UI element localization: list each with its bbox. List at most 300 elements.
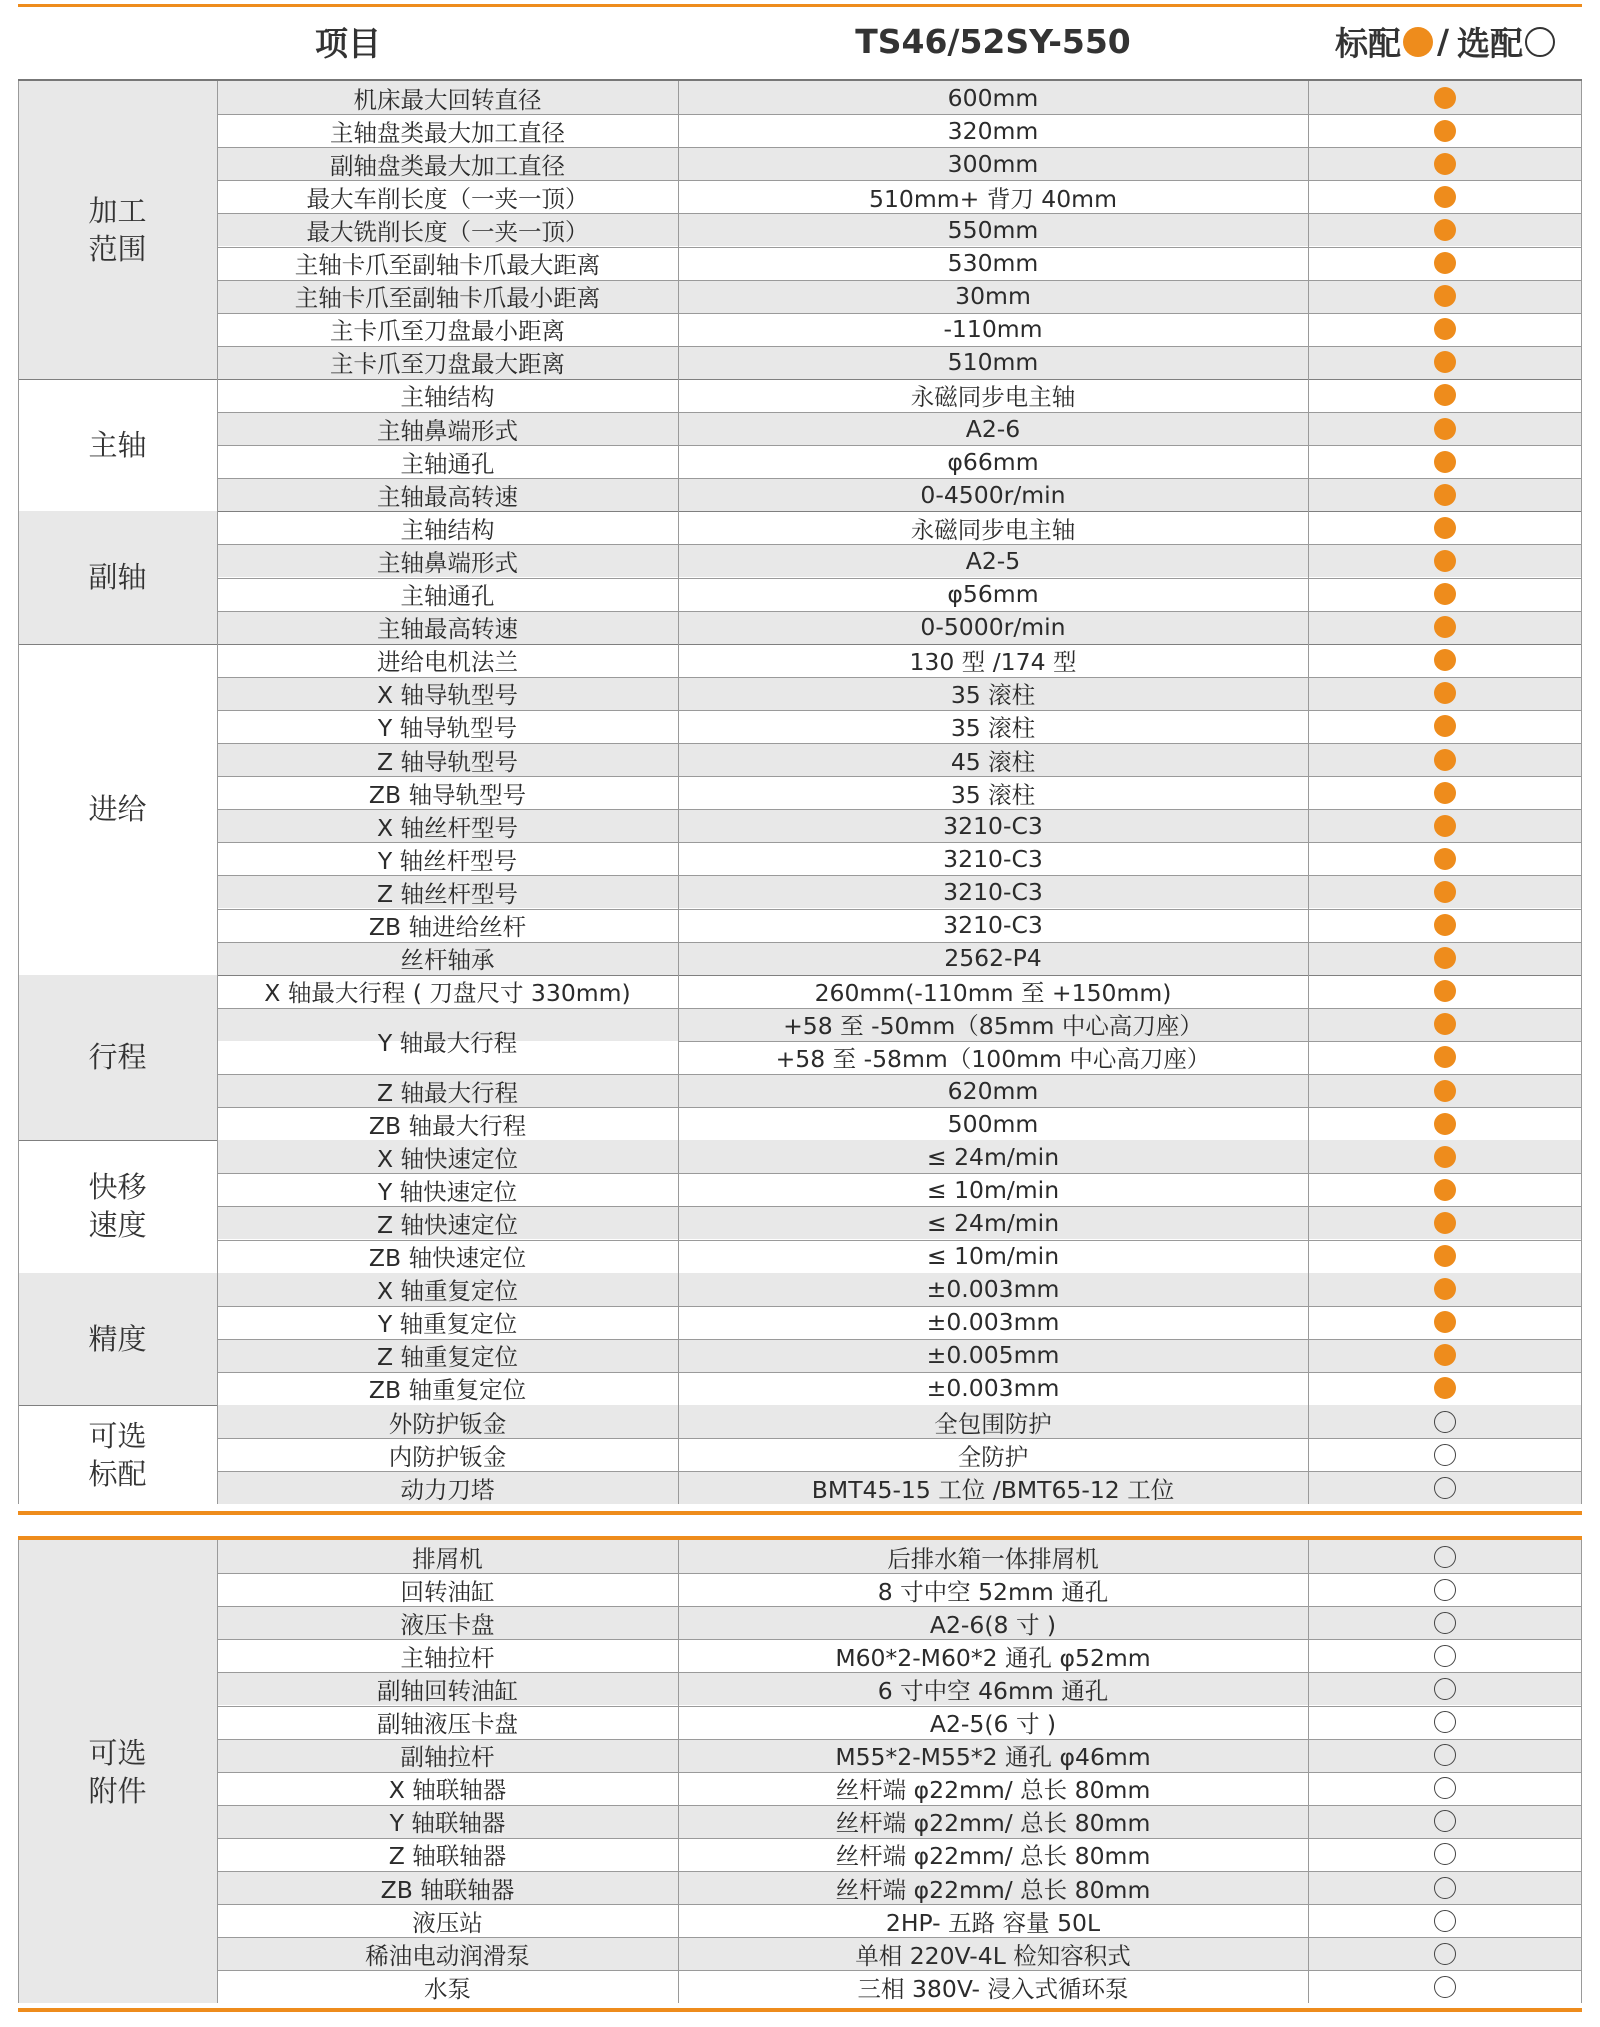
spec-item: Y 轴快速定位 — [377, 1177, 518, 1206]
mark-cell — [1308, 1372, 1582, 1405]
spec-item: ZB 轴重复定位 — [368, 1376, 527, 1405]
mark-cell — [1308, 1339, 1582, 1372]
spec-item: Y 轴导轨型号 — [377, 714, 518, 743]
spec-value: φ66mm — [947, 447, 1039, 476]
spec-item: 排屑机 — [412, 1544, 483, 1573]
mark-cell — [1308, 247, 1582, 280]
column-divider — [1308, 81, 1309, 1504]
spec-item: 主轴卡爪至副轴卡爪最小距离 — [294, 284, 601, 313]
spec-value: 永磁同步电主轴 — [910, 515, 1076, 544]
mark-cell — [1308, 677, 1582, 710]
spec-value: +58 至 -58mm（100mm 中心高刀座） — [775, 1045, 1211, 1074]
spec-value: +58 至 -50mm（85mm 中心高刀座） — [783, 1012, 1203, 1041]
spec-item: 回转油缸 — [400, 1577, 495, 1606]
spec-value: 0-4500r/min — [920, 480, 1066, 509]
spec-value: 三相 380V- 浸入式循环泵 — [857, 1974, 1129, 2003]
optional-circle-icon — [1434, 1546, 1456, 1568]
spec-value: BMT45-15 工位 /BMT65-12 工位 — [811, 1475, 1175, 1504]
category-cell: 可选 标配 — [88, 1418, 147, 1491]
mark-cell — [1308, 842, 1582, 875]
standard-dot-icon — [1434, 351, 1456, 373]
row-divider — [217, 544, 1582, 545]
spec-value: 30mm — [955, 282, 1031, 311]
standard-dot-icon — [1434, 318, 1456, 340]
mark-cell — [1308, 1970, 1582, 2003]
spec-item: 进给电机法兰 — [377, 648, 518, 677]
spec-item: 主轴通孔 — [400, 582, 495, 611]
row-divider — [217, 1706, 1582, 1707]
spec-value: 35 滚柱 — [950, 780, 1036, 809]
standard-dot-icon — [1434, 1080, 1456, 1102]
mark-cell — [1308, 1540, 1582, 1573]
category-cell: 进给 — [88, 792, 147, 827]
spec-value: 6 寸中空 46mm 通孔 — [877, 1676, 1109, 1705]
standard-dot-icon — [1434, 252, 1456, 274]
mark-cell — [1308, 213, 1582, 246]
spec-value: 260mm(-110mm 至 +150mm) — [814, 979, 1172, 1008]
spec-value: 丝杆端 φ22mm/ 总长 80mm — [835, 1842, 1151, 1871]
category-cell: 精度 — [18, 1273, 217, 1405]
mark-cell — [1308, 544, 1582, 577]
standard-dot-icon — [1434, 1046, 1456, 1068]
spec-value: 530mm — [947, 249, 1039, 278]
spec-value: 2HP- 五路 容量 50L — [885, 1908, 1101, 1937]
mark-cell — [1308, 1706, 1582, 1739]
standard-dot-icon — [1434, 550, 1456, 572]
row-divider — [217, 213, 1582, 214]
row-divider — [217, 147, 1582, 148]
optional-circle-icon — [1434, 1678, 1456, 1700]
spec-item: 主轴最高转速 — [377, 482, 518, 511]
mark-cell — [1308, 1173, 1582, 1206]
optional-circle-icon — [1434, 1477, 1456, 1499]
standard-dot-icon — [1434, 980, 1456, 1002]
standard-dot-icon — [1434, 153, 1456, 175]
row-divider — [217, 1672, 1582, 1673]
standard-dot-icon — [1434, 947, 1456, 969]
row-divider — [217, 1573, 1582, 1574]
standard-dot-icon — [1434, 1344, 1456, 1366]
row-divider — [217, 1606, 1582, 1607]
optional-circle-icon — [1434, 1711, 1456, 1733]
column-divider — [217, 1540, 218, 2003]
row-divider — [217, 478, 1582, 479]
spec-item: 主轴卡爪至副轴卡爪最大距离 — [294, 251, 601, 280]
spec-value: 永磁同步电主轴 — [910, 383, 1076, 412]
row-divider — [217, 1871, 1582, 1872]
spec-item: Y 轴重复定位 — [377, 1310, 518, 1339]
row-divider — [217, 1074, 1582, 1075]
mark-cell — [1308, 1772, 1582, 1805]
standard-dot-icon — [1403, 27, 1433, 57]
spec-item: Y 轴最大行程 — [377, 1028, 518, 1057]
spec-item: 动力刀塔 — [400, 1475, 495, 1504]
spec-item: ZB 轴联轴器 — [380, 1875, 515, 1904]
row-divider — [217, 1904, 1582, 1905]
standard-dot-icon — [1434, 120, 1456, 142]
row-divider — [217, 1372, 1582, 1373]
spec-item: Z 轴最大行程 — [376, 1078, 519, 1107]
spec-value: 后排水箱一体排屑机 — [887, 1544, 1099, 1573]
standard-dot-icon — [1434, 186, 1456, 208]
accessory-table — [18, 1536, 1582, 2012]
spec-item: 液压站 — [412, 1908, 483, 1937]
spec-value: ≤ 24m/min — [926, 1208, 1060, 1237]
row-divider — [217, 247, 1582, 248]
standard-dot-icon — [1434, 1179, 1456, 1201]
spec-value: ±0.003mm — [926, 1374, 1060, 1403]
spec-item: 主轴鼻端形式 — [377, 416, 518, 445]
mark-cell — [1308, 809, 1582, 842]
mark-cell — [1308, 1871, 1582, 1904]
mark-cell — [1308, 776, 1582, 809]
spec-value: M55*2-M55*2 通孔 φ46mm — [835, 1743, 1151, 1772]
standard-dot-icon — [1434, 782, 1456, 804]
row-divider — [217, 412, 1582, 413]
row-divider — [217, 114, 1582, 115]
header-model — [678, 4, 1308, 79]
mark-cell — [1308, 346, 1582, 379]
row-divider — [217, 180, 1582, 181]
row-divider — [217, 1739, 1582, 1740]
legend-separator: / — [1436, 22, 1450, 61]
mark-cell — [1308, 1405, 1582, 1438]
spec-value: ≤ 10m/min — [926, 1175, 1060, 1204]
row-divider — [217, 809, 1582, 810]
legend-optional-label: 选配 — [1457, 24, 1524, 63]
spec-item: 丝杆轴承 — [400, 946, 495, 975]
mark-cell — [1308, 644, 1582, 677]
optional-circle-icon — [1434, 1843, 1456, 1865]
mark-cell — [1308, 578, 1582, 611]
spec-value: 3210-C3 — [943, 877, 1043, 906]
spec-value: 550mm — [947, 215, 1039, 244]
spec-item: X 轴丝杆型号 — [376, 813, 519, 842]
spec-item: ZB 轴最大行程 — [368, 1111, 527, 1140]
mark-cell — [1308, 313, 1582, 346]
standard-dot-icon — [1434, 1377, 1456, 1399]
standard-dot-icon — [1434, 1212, 1456, 1234]
mark-cell — [1308, 1904, 1582, 1937]
mark-cell — [1308, 1107, 1582, 1140]
spec-value: 全包围防护 — [934, 1409, 1052, 1438]
mark-cell — [1308, 1206, 1582, 1239]
standard-dot-icon — [1434, 285, 1456, 307]
row-divider — [217, 1339, 1582, 1340]
mark-cell — [1308, 1672, 1582, 1705]
spec-value: ≤ 24m/min — [926, 1142, 1060, 1171]
mark-cell — [1308, 1240, 1582, 1273]
spec-value: 620mm — [947, 1076, 1039, 1105]
accessory-table-bottom-rule — [18, 2008, 1582, 2012]
standard-dot-icon — [1434, 749, 1456, 771]
spec-value: 3210-C3 — [943, 844, 1043, 873]
column-divider — [678, 81, 679, 1504]
standard-dot-icon — [1434, 418, 1456, 440]
spec-value: 2562-P4 — [944, 944, 1042, 973]
spec-item: 外防护钣金 — [388, 1409, 507, 1438]
column-divider — [18, 81, 19, 1504]
standard-dot-icon — [1434, 1013, 1456, 1035]
standard-dot-icon — [1434, 1245, 1456, 1267]
row-divider — [217, 875, 1582, 876]
spec-item: 主轴通孔 — [400, 449, 495, 478]
mark-cell — [1308, 280, 1582, 313]
standard-dot-icon — [1434, 914, 1456, 936]
mark-cell — [1308, 1438, 1582, 1471]
optional-circle-icon — [1434, 1579, 1456, 1601]
row-divider — [217, 1008, 1582, 1009]
spec-value: 8 寸中空 52mm 通孔 — [877, 1577, 1109, 1606]
row-divider — [217, 743, 1582, 744]
mark-cell — [1308, 1074, 1582, 1107]
mark-cell — [1308, 942, 1582, 975]
spec-item: 最大车削长度（一夹一顶） — [306, 184, 589, 213]
spec-item: 主轴拉杆 — [400, 1643, 495, 1672]
standard-dot-icon — [1434, 1146, 1456, 1168]
mark-cell — [1308, 1937, 1582, 1970]
spec-value: 510mm — [947, 348, 1039, 377]
spec-item: ZB 轴进给丝杆 — [368, 913, 527, 942]
standard-dot-icon — [1434, 87, 1456, 109]
column-divider — [1581, 1540, 1582, 2003]
standard-dot-icon — [1434, 484, 1456, 506]
standard-dot-icon — [1434, 583, 1456, 605]
mark-cell — [1308, 1838, 1582, 1871]
standard-dot-icon — [1434, 517, 1456, 539]
spec-value: 全防护 — [957, 1442, 1029, 1471]
table-bottom-rule — [18, 1511, 1582, 1515]
row-divider — [217, 1639, 1582, 1640]
category-cell: 可选 附件 — [18, 1540, 217, 2003]
mark-cell — [1308, 1805, 1582, 1838]
mark-cell — [1308, 511, 1582, 544]
row-divider — [217, 1438, 1582, 1439]
mark-cell — [1308, 81, 1582, 114]
spec-value: A2-6 — [965, 414, 1021, 443]
spec-value: 600mm — [947, 83, 1039, 112]
spec-item: 主轴鼻端形式 — [377, 548, 518, 577]
standard-dot-icon — [1434, 715, 1456, 737]
spec-value: 丝杆端 φ22mm/ 总长 80mm — [835, 1776, 1151, 1805]
spec-item: X 轴快速定位 — [376, 1144, 519, 1173]
spec-table — [18, 4, 1582, 1515]
mark-cell — [1308, 412, 1582, 445]
spec-value: 300mm — [947, 149, 1039, 178]
spec-item: Z 轴快速定位 — [376, 1210, 519, 1239]
standard-dot-icon — [1434, 682, 1456, 704]
category-cell: 加工 范围 — [18, 81, 217, 379]
optional-circle-icon — [1434, 1444, 1456, 1466]
optional-circle-icon — [1434, 1810, 1456, 1832]
row-divider — [217, 445, 1582, 446]
spec-value: M60*2-M60*2 通孔 φ52mm — [835, 1643, 1151, 1672]
spec-item: 液压卡盘 — [400, 1610, 495, 1639]
spec-item: 主轴结构 — [400, 383, 495, 412]
mark-cell — [1308, 1041, 1582, 1074]
spec-value: ±0.003mm — [926, 1275, 1060, 1304]
spec-value: 丝杆端 φ22mm/ 总长 80mm — [835, 1875, 1151, 1904]
row-divider — [217, 346, 1582, 347]
optional-circle-icon — [1525, 27, 1555, 57]
legend-standard-label: 标配 — [1334, 24, 1401, 63]
spec-item: Z 轴导轨型号 — [376, 747, 519, 776]
spec-value: 130 型 /174 型 — [909, 648, 1077, 677]
mark-cell — [1308, 1306, 1582, 1339]
spec-item: 内防护钣金 — [388, 1442, 507, 1471]
row-divider — [217, 280, 1582, 281]
spec-value: 单相 220V-4L 检知容积式 — [855, 1941, 1131, 1970]
column-divider — [217, 81, 218, 1504]
spec-item: 副轴液压卡盘 — [377, 1710, 518, 1739]
mark-cell — [1308, 909, 1582, 942]
standard-dot-icon — [1434, 815, 1456, 837]
mark-cell — [1308, 1140, 1582, 1173]
spec-item: 水泵 — [424, 1974, 471, 2003]
spec-value: 丝杆端 φ22mm/ 总长 80mm — [835, 1809, 1151, 1838]
row-divider — [217, 1772, 1582, 1773]
standard-dot-icon — [1434, 384, 1456, 406]
standard-dot-icon — [1434, 451, 1456, 473]
spec-item: Z 轴重复定位 — [376, 1343, 519, 1372]
standard-dot-icon — [1434, 881, 1456, 903]
column-divider — [18, 1540, 19, 2003]
standard-dot-icon — [1434, 649, 1456, 671]
standard-dot-icon — [1434, 219, 1456, 241]
mark-cell — [1308, 743, 1582, 776]
spec-value: 500mm — [947, 1109, 1039, 1138]
spec-value: ±0.003mm — [926, 1308, 1060, 1337]
row-divider — [217, 909, 1582, 910]
spec-value: 0-5000r/min — [920, 613, 1066, 642]
spec-item: Y 轴丝杆型号 — [377, 846, 518, 875]
mark-cell — [1308, 1639, 1582, 1672]
spec-item: Z 轴丝杆型号 — [376, 879, 519, 908]
standard-dot-icon — [1434, 848, 1456, 870]
column-divider — [1581, 81, 1582, 1504]
mark-cell — [1308, 379, 1582, 412]
header-model-label: TS46/52SY-550 — [855, 22, 1131, 61]
spec-item: Y 轴联轴器 — [389, 1809, 506, 1838]
optional-circle-icon — [1434, 1910, 1456, 1932]
row-divider — [217, 776, 1582, 777]
mark-cell — [1308, 114, 1582, 147]
row-divider — [217, 942, 1582, 943]
spec-item: 最大铣削长度（一夹一顶） — [306, 217, 589, 246]
spec-value: -110mm — [943, 315, 1043, 344]
optional-circle-icon — [1434, 1976, 1456, 1998]
spec-value: 45 滚柱 — [950, 747, 1036, 776]
optional-circle-icon — [1434, 1612, 1456, 1634]
standard-dot-icon — [1434, 1278, 1456, 1300]
spec-item: Z 轴联轴器 — [388, 1842, 507, 1871]
spec-value: A2-5 — [965, 546, 1021, 575]
spec-value: 510mm+ 背刀 40mm — [869, 184, 1117, 213]
row-divider — [217, 1970, 1582, 1971]
standard-dot-icon — [1434, 616, 1456, 638]
spec-item: X 轴导轨型号 — [376, 681, 519, 710]
category-cell: 副轴 — [18, 511, 217, 643]
row-divider — [217, 842, 1582, 843]
spec-item: 稀油电动润滑泵 — [365, 1941, 530, 1970]
row-divider — [217, 1306, 1582, 1307]
spec-value: A2-6(8 寸 ) — [929, 1610, 1057, 1639]
mark-cell — [1308, 147, 1582, 180]
category-cell: 行程 — [18, 975, 217, 1141]
row-divider — [217, 677, 1582, 678]
mark-cell — [1308, 1739, 1582, 1772]
standard-dot-icon — [1434, 1113, 1456, 1135]
row-divider — [217, 1107, 1582, 1108]
spec-item: ZB 轴导轨型号 — [368, 780, 527, 809]
mark-cell — [1308, 1606, 1582, 1639]
spec-value: 35 滚柱 — [950, 681, 1036, 710]
mark-cell — [1308, 1573, 1582, 1606]
mark-cell — [1308, 710, 1582, 743]
header-item-label: 项目 — [315, 24, 381, 63]
spec-item: ZB 轴快速定位 — [368, 1244, 527, 1273]
spec-item: 机床最大回转直径 — [353, 85, 542, 114]
spec-value: ≤ 10m/min — [926, 1242, 1060, 1271]
mark-cell — [1308, 611, 1582, 644]
spec-value: 3210-C3 — [943, 811, 1043, 840]
optional-circle-icon — [1434, 1411, 1456, 1433]
row-divider — [217, 1173, 1582, 1174]
spec-value: ±0.005mm — [926, 1341, 1060, 1370]
mark-cell — [1308, 1273, 1582, 1306]
spec-item: 主轴盘类最大加工直径 — [330, 118, 565, 147]
spec-value: 320mm — [947, 116, 1039, 145]
spec-item: 主卡爪至刀盘最小距离 — [330, 317, 565, 346]
optional-circle-icon — [1434, 1744, 1456, 1766]
spec-item: X 轴联轴器 — [388, 1776, 507, 1805]
optional-circle-icon — [1434, 1877, 1456, 1899]
optional-circle-icon — [1434, 1943, 1456, 1965]
spec-value: φ56mm — [947, 580, 1039, 609]
row-divider — [217, 313, 1582, 314]
row-divider — [217, 1240, 1582, 1241]
standard-dot-icon — [1434, 1311, 1456, 1333]
header-legend — [1308, 4, 1582, 79]
mark-cell — [1308, 875, 1582, 908]
row-divider — [217, 710, 1582, 711]
category-cell: 快移 速度 — [88, 1170, 147, 1243]
spec-value: 3210-C3 — [943, 911, 1043, 940]
row-divider — [217, 578, 1582, 579]
row-divider — [217, 1838, 1582, 1839]
row-divider — [217, 611, 1582, 612]
column-divider — [678, 1540, 679, 2003]
spec-item: 主轴最高转速 — [377, 615, 518, 644]
row-divider — [217, 1206, 1582, 1207]
row-divider — [678, 1041, 1582, 1042]
spec-item: 主轴结构 — [400, 515, 495, 544]
spec-value: A2-5(6 寸 ) — [929, 1710, 1057, 1739]
mark-cell — [1308, 478, 1582, 511]
mark-cell — [1308, 180, 1582, 213]
row-divider — [217, 1805, 1582, 1806]
optional-circle-icon — [1434, 1645, 1456, 1667]
spec-item: X 轴最大行程 ( 刀盘尺寸 330mm) — [264, 979, 631, 1008]
column-divider — [1308, 1540, 1309, 2003]
mark-cell — [1308, 445, 1582, 478]
optional-circle-icon — [1434, 1777, 1456, 1799]
mark-cell — [1308, 1471, 1582, 1504]
header-item — [18, 4, 678, 79]
category-cell: 主轴 — [88, 428, 147, 463]
spec-item: 主卡爪至刀盘最大距离 — [330, 350, 565, 379]
spec-item: 副轴拉杆 — [400, 1743, 495, 1772]
